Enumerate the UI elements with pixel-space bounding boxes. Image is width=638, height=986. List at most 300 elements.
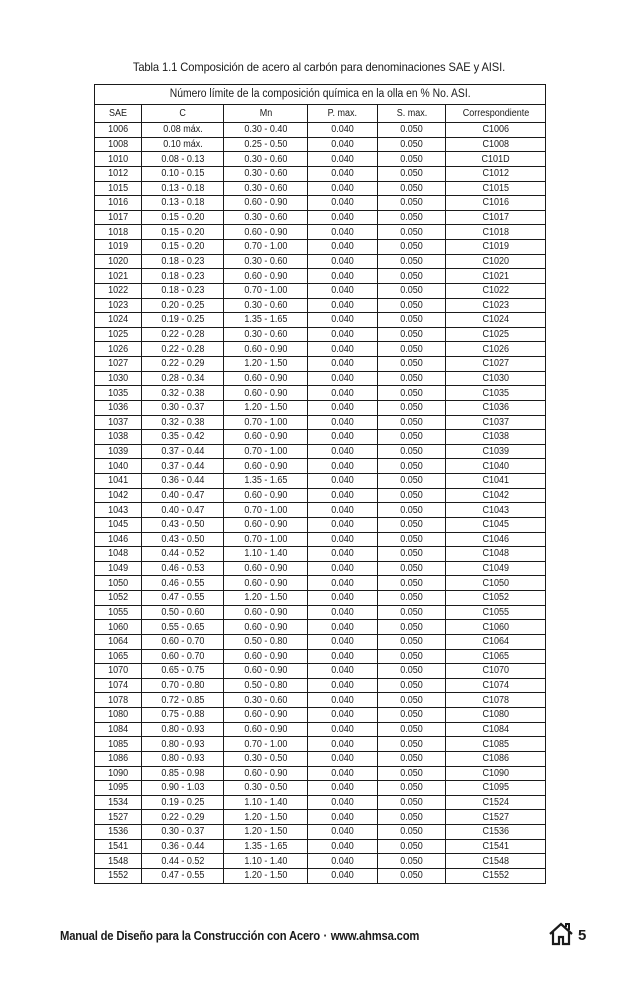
table-row — [95, 181, 546, 196]
sulfur-cell: 0.050 — [378, 269, 446, 284]
sae-cell: 1065 — [95, 649, 142, 664]
table-row — [95, 254, 546, 269]
sae-cell: 1022 — [95, 283, 142, 298]
table-row — [95, 751, 546, 766]
carbon-cell: 0.55 - 0.65 — [142, 620, 224, 635]
table-row — [95, 678, 546, 693]
sae-cell: 1090 — [95, 766, 142, 781]
correspondiente-cell: C1025 — [446, 327, 546, 342]
sulfur-cell: 0.050 — [378, 313, 446, 328]
carbon-cell: 0.18 - 0.23 — [142, 269, 224, 284]
carbon-cell: 0.80 - 0.93 — [142, 722, 224, 737]
correspondiente-cell: C1017 — [446, 210, 546, 225]
phosphorus-cell: 0.040 — [308, 123, 378, 138]
page-number: 5 — [578, 927, 587, 944]
manganese-cell: 1.10 - 1.40 — [224, 854, 308, 869]
table-row — [95, 210, 546, 225]
table-row — [95, 620, 546, 635]
manganese-cell: 0.60 - 0.90 — [224, 605, 308, 620]
phosphorus-cell: 0.040 — [308, 474, 378, 489]
sae-cell: 1050 — [95, 576, 142, 591]
manganese-cell: 0.60 - 0.90 — [224, 488, 308, 503]
table-row — [95, 415, 546, 430]
carbon-cell: 0.60 - 0.70 — [142, 634, 224, 649]
manganese-cell: 1.35 - 1.65 — [224, 474, 308, 489]
sulfur-cell: 0.050 — [378, 751, 446, 766]
phosphorus-cell: 0.040 — [308, 751, 378, 766]
sae-cell: 1074 — [95, 678, 142, 693]
sae-cell: 1541 — [95, 839, 142, 854]
table-row — [95, 722, 546, 737]
correspondiente-cell: C1023 — [446, 298, 546, 313]
sae-cell: 1030 — [95, 371, 142, 386]
correspondiente-cell: C1039 — [446, 444, 546, 459]
sulfur-cell: 0.050 — [378, 868, 446, 883]
carbon-cell: 0.32 - 0.38 — [142, 415, 224, 430]
carbon-cell: 0.70 - 0.80 — [142, 678, 224, 693]
sae-cell: 1042 — [95, 488, 142, 503]
carbon-cell: 0.15 - 0.20 — [142, 240, 224, 255]
sae-cell: 1527 — [95, 810, 142, 825]
table-row — [95, 664, 546, 679]
phosphorus-cell: 0.040 — [308, 225, 378, 240]
table-row — [95, 269, 546, 284]
sae-cell: 1040 — [95, 459, 142, 474]
sulfur-cell: 0.050 — [378, 488, 446, 503]
correspondiente-cell: C1084 — [446, 722, 546, 737]
carbon-cell: 0.15 - 0.20 — [142, 210, 224, 225]
table-row — [95, 708, 546, 723]
carbon-cell: 0.75 - 0.88 — [142, 708, 224, 723]
carbon-cell: 0.18 - 0.23 — [142, 283, 224, 298]
manganese-cell: 0.30 - 0.40 — [224, 123, 308, 138]
sulfur-cell: 0.050 — [378, 166, 446, 181]
phosphorus-cell: 0.040 — [308, 532, 378, 547]
column-header-p-max: P. max. — [308, 105, 378, 123]
sae-cell: 1534 — [95, 795, 142, 810]
manganese-cell: 0.30 - 0.60 — [224, 693, 308, 708]
sae-cell: 1038 — [95, 430, 142, 445]
correspondiente-cell: C1085 — [446, 737, 546, 752]
manganese-cell: 0.60 - 0.90 — [224, 386, 308, 401]
correspondiente-cell: C1016 — [446, 196, 546, 211]
column-header-sae: SAE — [95, 105, 142, 123]
phosphorus-cell: 0.040 — [308, 400, 378, 415]
group-header: Número límite de la composición química en la olla en % No. ASI. — [95, 85, 546, 105]
sae-cell: 1084 — [95, 722, 142, 737]
sulfur-cell: 0.050 — [378, 678, 446, 693]
table-row — [95, 781, 546, 796]
carbon-cell: 0.46 - 0.53 — [142, 561, 224, 576]
sae-cell: 1548 — [95, 854, 142, 869]
sae-cell: 1015 — [95, 181, 142, 196]
home-icon[interactable] — [548, 922, 574, 946]
phosphorus-cell: 0.040 — [308, 152, 378, 167]
carbon-cell: 0.22 - 0.29 — [142, 357, 224, 372]
phosphorus-cell: 0.040 — [308, 386, 378, 401]
sae-cell: 1017 — [95, 210, 142, 225]
phosphorus-cell: 0.040 — [308, 371, 378, 386]
phosphorus-cell: 0.040 — [308, 737, 378, 752]
sae-cell: 1552 — [95, 868, 142, 883]
sae-cell: 1016 — [95, 196, 142, 211]
table-row — [95, 576, 546, 591]
phosphorus-cell: 0.040 — [308, 357, 378, 372]
table-row — [95, 810, 546, 825]
sulfur-cell: 0.050 — [378, 605, 446, 620]
manganese-cell: 0.30 - 0.50 — [224, 751, 308, 766]
manganese-cell: 1.20 - 1.50 — [224, 591, 308, 606]
sae-cell: 1039 — [95, 444, 142, 459]
correspondiente-cell: C1524 — [446, 795, 546, 810]
sulfur-cell: 0.050 — [378, 839, 446, 854]
sulfur-cell: 0.050 — [378, 591, 446, 606]
sae-cell: 1043 — [95, 503, 142, 518]
sulfur-cell: 0.050 — [378, 532, 446, 547]
manganese-cell: 0.60 - 0.90 — [224, 342, 308, 357]
sulfur-cell: 0.050 — [378, 415, 446, 430]
phosphorus-cell: 0.040 — [308, 181, 378, 196]
correspondiente-cell: C1052 — [446, 591, 546, 606]
manganese-cell: 1.10 - 1.40 — [224, 795, 308, 810]
correspondiente-cell: C1552 — [446, 868, 546, 883]
manganese-cell: 1.35 - 1.65 — [224, 839, 308, 854]
sulfur-cell: 0.050 — [378, 444, 446, 459]
carbon-cell: 0.44 - 0.52 — [142, 854, 224, 869]
correspondiente-cell: C1037 — [446, 415, 546, 430]
carbon-cell: 0.60 - 0.70 — [142, 649, 224, 664]
manganese-cell: 0.70 - 1.00 — [224, 503, 308, 518]
manganese-cell: 0.60 - 0.90 — [224, 517, 308, 532]
table-row — [95, 532, 546, 547]
carbon-cell: 0.08 máx. — [142, 123, 224, 138]
phosphorus-cell: 0.040 — [308, 430, 378, 445]
sulfur-cell: 0.050 — [378, 430, 446, 445]
sae-cell: 1064 — [95, 634, 142, 649]
manganese-cell: 0.60 - 0.90 — [224, 620, 308, 635]
manganese-cell: 0.70 - 1.00 — [224, 283, 308, 298]
sulfur-cell: 0.050 — [378, 210, 446, 225]
sae-cell: 1036 — [95, 400, 142, 415]
manganese-cell: 0.60 - 0.90 — [224, 225, 308, 240]
sae-cell: 1037 — [95, 415, 142, 430]
column-header-s-max: S. max. — [378, 105, 446, 123]
sulfur-cell: 0.050 — [378, 649, 446, 664]
correspondiente-cell: C1019 — [446, 240, 546, 255]
table-row — [95, 137, 546, 152]
sulfur-cell: 0.050 — [378, 371, 446, 386]
correspondiente-cell: C1012 — [446, 166, 546, 181]
carbon-cell: 0.65 - 0.75 — [142, 664, 224, 679]
correspondiente-cell: C1078 — [446, 693, 546, 708]
sae-cell: 1041 — [95, 474, 142, 489]
sae-cell: 1070 — [95, 664, 142, 679]
manganese-cell: 0.30 - 0.50 — [224, 781, 308, 796]
sae-cell: 1021 — [95, 269, 142, 284]
sae-cell: 1048 — [95, 547, 142, 562]
table-row — [95, 430, 546, 445]
phosphorus-cell: 0.040 — [308, 561, 378, 576]
phosphorus-cell: 0.040 — [308, 166, 378, 181]
phosphorus-cell: 0.040 — [308, 605, 378, 620]
carbon-cell: 0.18 - 0.23 — [142, 254, 224, 269]
phosphorus-cell: 0.040 — [308, 591, 378, 606]
correspondiente-cell: C1042 — [446, 488, 546, 503]
carbon-cell: 0.85 - 0.98 — [142, 766, 224, 781]
phosphorus-cell: 0.040 — [308, 488, 378, 503]
correspondiente-cell: C1026 — [446, 342, 546, 357]
carbon-cell: 0.28 - 0.34 — [142, 371, 224, 386]
table-row — [95, 854, 546, 869]
phosphorus-cell: 0.040 — [308, 269, 378, 284]
sulfur-cell: 0.050 — [378, 459, 446, 474]
phosphorus-cell: 0.040 — [308, 240, 378, 255]
table-body — [95, 123, 546, 884]
correspondiente-cell: C1541 — [446, 839, 546, 854]
sae-cell: 1052 — [95, 591, 142, 606]
carbon-cell: 0.36 - 0.44 — [142, 474, 224, 489]
correspondiente-cell: C1008 — [446, 137, 546, 152]
phosphorus-cell: 0.040 — [308, 342, 378, 357]
table-row — [95, 517, 546, 532]
sulfur-cell: 0.050 — [378, 196, 446, 211]
column-header-correspondiente: Correspondiente — [446, 105, 546, 123]
correspondiente-cell: C1020 — [446, 254, 546, 269]
carbon-cell: 0.15 - 0.20 — [142, 225, 224, 240]
carbon-cell: 0.47 - 0.55 — [142, 868, 224, 883]
phosphorus-cell: 0.040 — [308, 854, 378, 869]
table-row — [95, 152, 546, 167]
sae-cell: 1095 — [95, 781, 142, 796]
manganese-cell: 0.60 - 0.90 — [224, 430, 308, 445]
manganese-cell: 0.30 - 0.60 — [224, 298, 308, 313]
manganese-cell: 0.70 - 1.00 — [224, 415, 308, 430]
correspondiente-cell: C1090 — [446, 766, 546, 781]
correspondiente-cell: C1049 — [446, 561, 546, 576]
sulfur-cell: 0.050 — [378, 737, 446, 752]
sulfur-cell: 0.050 — [378, 327, 446, 342]
manganese-cell: 0.30 - 0.60 — [224, 254, 308, 269]
carbon-cell: 0.32 - 0.38 — [142, 386, 224, 401]
manganese-cell: 1.20 - 1.50 — [224, 868, 308, 883]
column-header-row — [95, 105, 546, 123]
correspondiente-cell: C1035 — [446, 386, 546, 401]
correspondiente-cell: C1027 — [446, 357, 546, 372]
carbon-cell: 0.36 - 0.44 — [142, 839, 224, 854]
carbon-cell: 0.44 - 0.52 — [142, 547, 224, 562]
manganese-cell: 1.20 - 1.50 — [224, 810, 308, 825]
phosphorus-cell: 0.040 — [308, 327, 378, 342]
sae-cell: 1008 — [95, 137, 142, 152]
table-row — [95, 123, 546, 138]
phosphorus-cell: 0.040 — [308, 415, 378, 430]
sulfur-cell: 0.050 — [378, 517, 446, 532]
manganese-cell: 1.10 - 1.40 — [224, 547, 308, 562]
phosphorus-cell: 0.040 — [308, 839, 378, 854]
carbon-cell: 0.22 - 0.29 — [142, 810, 224, 825]
carbon-cell: 0.35 - 0.42 — [142, 430, 224, 445]
manganese-cell: 0.30 - 0.60 — [224, 210, 308, 225]
phosphorus-cell: 0.040 — [308, 459, 378, 474]
manganese-cell: 0.30 - 0.60 — [224, 152, 308, 167]
sulfur-cell: 0.050 — [378, 664, 446, 679]
sae-cell: 1049 — [95, 561, 142, 576]
phosphorus-cell: 0.040 — [308, 210, 378, 225]
footer-separator: · — [323, 929, 328, 943]
correspondiente-cell: C1048 — [446, 547, 546, 562]
correspondiente-cell: C1080 — [446, 708, 546, 723]
phosphorus-cell: 0.040 — [308, 781, 378, 796]
sulfur-cell: 0.050 — [378, 123, 446, 138]
sulfur-cell: 0.050 — [378, 225, 446, 240]
table-row — [95, 795, 546, 810]
carbon-cell: 0.80 - 0.93 — [142, 737, 224, 752]
sae-cell: 1019 — [95, 240, 142, 255]
carbon-cell: 0.72 - 0.85 — [142, 693, 224, 708]
manganese-cell: 0.60 - 0.90 — [224, 766, 308, 781]
sae-cell: 1010 — [95, 152, 142, 167]
correspondiente-cell: C1536 — [446, 825, 546, 840]
manganese-cell: 0.60 - 0.90 — [224, 371, 308, 386]
carbon-cell: 0.40 - 0.47 — [142, 488, 224, 503]
sulfur-cell: 0.050 — [378, 386, 446, 401]
sulfur-cell: 0.050 — [378, 693, 446, 708]
phosphorus-cell: 0.040 — [308, 708, 378, 723]
table-row — [95, 240, 546, 255]
sulfur-cell: 0.050 — [378, 283, 446, 298]
correspondiente-cell: C1038 — [446, 430, 546, 445]
table-row — [95, 459, 546, 474]
sulfur-cell: 0.050 — [378, 722, 446, 737]
phosphorus-cell: 0.040 — [308, 444, 378, 459]
carbon-cell: 0.80 - 0.93 — [142, 751, 224, 766]
table-row — [95, 371, 546, 386]
table-row — [95, 357, 546, 372]
carbon-cell: 0.19 - 0.25 — [142, 313, 224, 328]
manganese-cell: 0.25 - 0.50 — [224, 137, 308, 152]
correspondiente-cell: C1527 — [446, 810, 546, 825]
correspondiente-cell: C1548 — [446, 854, 546, 869]
phosphorus-cell: 0.040 — [308, 254, 378, 269]
sulfur-cell: 0.050 — [378, 634, 446, 649]
table-row — [95, 839, 546, 854]
manganese-cell: 0.60 - 0.90 — [224, 269, 308, 284]
sae-cell: 1045 — [95, 517, 142, 532]
carbon-cell: 0.13 - 0.18 — [142, 181, 224, 196]
sulfur-cell: 0.050 — [378, 781, 446, 796]
correspondiente-cell: C1036 — [446, 400, 546, 415]
sae-cell: 1006 — [95, 123, 142, 138]
phosphorus-cell: 0.040 — [308, 576, 378, 591]
table-row — [95, 283, 546, 298]
manganese-cell: 0.30 - 0.60 — [224, 327, 308, 342]
sulfur-cell: 0.050 — [378, 561, 446, 576]
sulfur-cell: 0.050 — [378, 400, 446, 415]
table-row — [95, 444, 546, 459]
carbon-cell: 0.13 - 0.18 — [142, 196, 224, 211]
sulfur-cell: 0.050 — [378, 547, 446, 562]
table-row — [95, 386, 546, 401]
phosphorus-cell: 0.040 — [308, 298, 378, 313]
correspondiente-cell: C1050 — [446, 576, 546, 591]
sae-cell: 1018 — [95, 225, 142, 240]
manganese-cell: 0.30 - 0.60 — [224, 181, 308, 196]
correspondiente-cell: C1086 — [446, 751, 546, 766]
table-row — [95, 737, 546, 752]
correspondiente-cell: C1045 — [446, 517, 546, 532]
column-header-c: C — [142, 105, 224, 123]
table-row — [95, 503, 546, 518]
table-row — [95, 693, 546, 708]
manganese-cell: 0.70 - 1.00 — [224, 532, 308, 547]
sae-cell: 1035 — [95, 386, 142, 401]
sulfur-cell: 0.050 — [378, 503, 446, 518]
steel-composition-table — [94, 84, 546, 884]
manganese-cell: 0.30 - 0.60 — [224, 166, 308, 181]
phosphorus-cell: 0.040 — [308, 664, 378, 679]
table-row — [95, 196, 546, 211]
phosphorus-cell: 0.040 — [308, 868, 378, 883]
carbon-cell: 0.20 - 0.25 — [142, 298, 224, 313]
phosphorus-cell: 0.040 — [308, 137, 378, 152]
table-row — [95, 400, 546, 415]
sae-cell: 1055 — [95, 605, 142, 620]
carbon-cell: 0.40 - 0.47 — [142, 503, 224, 518]
sulfur-cell: 0.050 — [378, 708, 446, 723]
correspondiente-cell: C1022 — [446, 283, 546, 298]
sulfur-cell: 0.050 — [378, 254, 446, 269]
carbon-cell: 0.43 - 0.50 — [142, 532, 224, 547]
manganese-cell: 0.60 - 0.90 — [224, 708, 308, 723]
sae-cell: 1012 — [95, 166, 142, 181]
carbon-cell: 0.22 - 0.28 — [142, 327, 224, 342]
sulfur-cell: 0.050 — [378, 298, 446, 313]
sae-cell: 1536 — [95, 825, 142, 840]
sulfur-cell: 0.050 — [378, 342, 446, 357]
table-row — [95, 547, 546, 562]
website-link[interactable]: www.ahmsa.com — [330, 929, 420, 943]
table-row — [95, 591, 546, 606]
manganese-cell: 0.60 - 0.90 — [224, 561, 308, 576]
correspondiente-cell: C1043 — [446, 503, 546, 518]
table-row — [95, 298, 546, 313]
correspondiente-cell: C1070 — [446, 664, 546, 679]
phosphorus-cell: 0.040 — [308, 722, 378, 737]
carbon-cell: 0.46 - 0.55 — [142, 576, 224, 591]
manual-title: Manual de Diseño para la Construcción con Acero — [60, 929, 320, 943]
sulfur-cell: 0.050 — [378, 576, 446, 591]
correspondiente-cell: C1065 — [446, 649, 546, 664]
phosphorus-cell: 0.040 — [308, 283, 378, 298]
phosphorus-cell: 0.040 — [308, 649, 378, 664]
phosphorus-cell: 0.040 — [308, 825, 378, 840]
sulfur-cell: 0.050 — [378, 137, 446, 152]
phosphorus-cell: 0.040 — [308, 517, 378, 532]
phosphorus-cell: 0.040 — [308, 678, 378, 693]
manganese-cell: 1.20 - 1.50 — [224, 825, 308, 840]
table-caption: Tabla 1.1 Composición de acero al carbón para denominaciones SAE y AISI. — [132, 60, 506, 74]
correspondiente-cell: C1064 — [446, 634, 546, 649]
sae-cell: 1046 — [95, 532, 142, 547]
sulfur-cell: 0.050 — [378, 474, 446, 489]
manganese-cell: 0.50 - 0.80 — [224, 634, 308, 649]
correspondiente-cell: C1040 — [446, 459, 546, 474]
sae-cell: 1020 — [95, 254, 142, 269]
sae-cell: 1026 — [95, 342, 142, 357]
manganese-cell: 1.20 - 1.50 — [224, 400, 308, 415]
manganese-cell: 0.60 - 0.90 — [224, 722, 308, 737]
correspondiente-cell: C1055 — [446, 605, 546, 620]
